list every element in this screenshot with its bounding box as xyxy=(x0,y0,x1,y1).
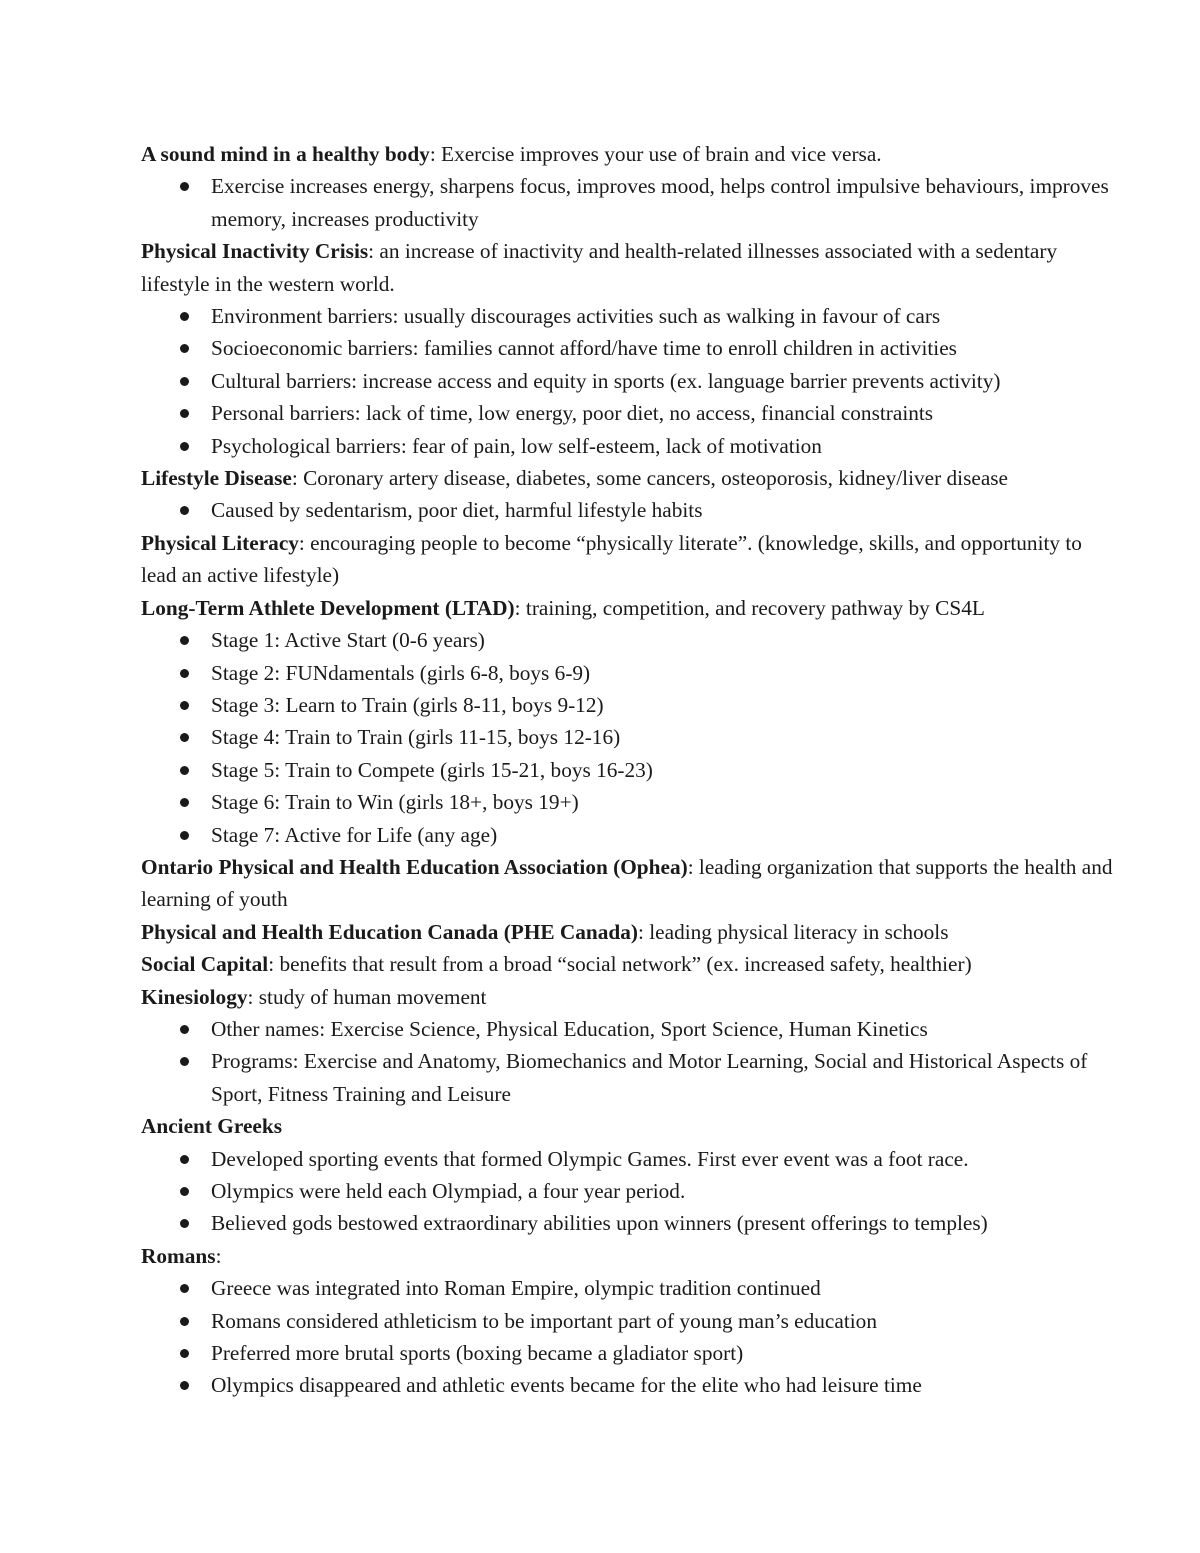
bullet-icon xyxy=(180,1025,189,1034)
definition-text: : benefits that result from a broad “social network” (ex. increased safety, healthier) xyxy=(268,952,972,977)
list-item-text: Developed sporting events that formed Olympic Games. First ever event was a foot race. xyxy=(211,1146,969,1171)
definition-term: Kinesiology xyxy=(141,984,248,1009)
list-item xyxy=(211,1045,1120,1110)
bullet-icon xyxy=(180,1057,189,1066)
definition-paragraph xyxy=(141,235,1120,300)
definition-text: : Coronary artery disease, diabetes, some cancers, osteoporosis, kidney/liver disease xyxy=(291,466,1009,491)
list-item-text: Olympics were held each Olympiad, a four year period. xyxy=(211,1179,686,1203)
definition-paragraph xyxy=(141,981,1120,1013)
list-item-text: Exercise increases energy, sharpens focus, improves mood, helps control impulsive behaviours, improves memory, increases productivity xyxy=(211,174,1109,231)
list-item xyxy=(211,397,1120,429)
list-item xyxy=(211,754,1120,786)
list-item xyxy=(211,1207,1120,1239)
definition-text: : leading physical literacy in schools xyxy=(638,919,949,944)
list-item xyxy=(211,365,1120,397)
bullet-icon xyxy=(180,1317,189,1326)
bullet-list xyxy=(141,1272,1120,1402)
list-item-text: Greece was integrated into Roman Empire, olympic tradition continued xyxy=(211,1276,821,1301)
definition-term: Long-Term Athlete Development (LTAD) xyxy=(141,595,515,620)
list-item xyxy=(211,1337,1120,1369)
list-item-text: Stage 2: FUNdamentals (girls 6-8, boys 6-9) xyxy=(211,660,591,685)
list-item xyxy=(211,1013,1120,1045)
definition-paragraph xyxy=(141,1240,1120,1272)
list-item xyxy=(211,689,1120,721)
definition-text: : an increase of inactivity and health-related illnesses associated with a sedentary lifestyle in the western world. xyxy=(141,239,1058,296)
definition-paragraph xyxy=(141,138,1120,170)
list-item-text: Psychological barriers: fear of pain, low self-esteem, lack of motivation xyxy=(211,433,822,458)
bullet-icon xyxy=(180,669,189,678)
bullet-icon xyxy=(180,344,189,353)
bullet-list xyxy=(141,300,1120,462)
bullet-list xyxy=(141,1143,1120,1240)
list-item xyxy=(211,1143,1120,1175)
bullet-icon xyxy=(180,733,189,742)
list-item-text: Stage 6: Train to Win (girls 18+, boys 19+) xyxy=(211,790,579,815)
notes-body xyxy=(141,138,1120,1402)
list-item xyxy=(211,332,1120,364)
list-item xyxy=(211,170,1120,235)
definition-text: : training, competition, and recovery pathway by CS4L xyxy=(514,595,985,620)
bullet-icon xyxy=(180,1284,189,1293)
definition-term: Lifestyle Disease xyxy=(141,466,292,491)
bullet-icon xyxy=(180,1349,189,1358)
definition-paragraph xyxy=(141,462,1120,494)
list-item-text: Believed gods bestowed extraordinary abilities upon winners (present offerings to temples) xyxy=(211,1211,988,1236)
list-item-text: Stage 3: Learn to Train (girls 8-11, boys 9-12) xyxy=(211,692,604,717)
bullet-icon xyxy=(180,766,189,775)
definition-text: : Exercise improves your use of brain and vice versa. xyxy=(429,142,882,166)
definition-text: : study of human movement xyxy=(247,984,487,1009)
list-item xyxy=(211,657,1120,689)
definition-paragraph xyxy=(141,916,1120,948)
list-item-text: Cultural barriers: increase access and equity in sports (ex. language barrier prevents activity) xyxy=(211,368,1001,393)
list-item xyxy=(211,300,1120,332)
bullet-icon xyxy=(180,442,189,451)
list-item xyxy=(211,819,1120,851)
definition-term: Ontario Physical and Health Education Association (Ophea) xyxy=(141,854,688,879)
bullet-list xyxy=(141,624,1120,851)
bullet-icon xyxy=(180,1219,189,1228)
definition-paragraph xyxy=(141,527,1120,592)
definition-text: : xyxy=(215,1243,222,1268)
bullet-list xyxy=(141,494,1120,526)
definition-term: Social Capital xyxy=(141,952,269,977)
list-item xyxy=(211,430,1120,462)
list-item-text: Socioeconomic barriers: families cannot afford/have time to enroll children in activities xyxy=(211,336,957,361)
definition-term: Physical Literacy xyxy=(141,530,299,555)
definition-term: Romans xyxy=(141,1243,216,1268)
bullet-icon xyxy=(180,409,189,418)
list-item-text: Caused by sedentarism, poor diet, harmful lifestyle habits xyxy=(211,498,703,523)
definition-term: Physical Inactivity Crisis xyxy=(141,239,369,264)
list-item xyxy=(211,1305,1120,1337)
bullet-icon xyxy=(180,798,189,807)
bullet-list xyxy=(141,170,1120,235)
bullet-icon xyxy=(180,506,189,515)
bullet-icon xyxy=(180,182,189,191)
bullet-icon xyxy=(180,312,189,321)
definition-term: Ancient Greeks xyxy=(141,1114,282,1139)
bullet-icon xyxy=(180,1155,189,1164)
list-item xyxy=(211,721,1120,753)
bullet-icon xyxy=(180,831,189,840)
list-item xyxy=(211,624,1120,656)
list-item xyxy=(211,1272,1120,1304)
definition-paragraph xyxy=(141,592,1120,624)
list-item-text: Preferred more brutal sports (boxing became a gladiator sport) xyxy=(211,1341,744,1366)
list-item xyxy=(211,494,1120,526)
list-item-text: Other names: Exercise Science, Physical Education, Sport Science, Human Kinetics xyxy=(211,1016,928,1041)
list-item-text: Environment barriers: usually discourages activities such as walking in favour of cars xyxy=(211,304,941,329)
bullet-icon xyxy=(180,636,189,645)
list-item xyxy=(211,1175,1120,1207)
list-item xyxy=(211,786,1120,818)
definition-paragraph xyxy=(141,851,1120,916)
definition-term: Physical and Health Education Canada (PHE Canada) xyxy=(141,919,639,944)
bullet-icon xyxy=(180,701,189,710)
list-item-text: Olympics disappeared and athletic events became for the elite who had leisure time xyxy=(211,1373,922,1398)
definition-text: : leading organization that supports the health and learning of youth xyxy=(141,854,1113,912)
definition-paragraph xyxy=(141,948,1120,980)
list-item-text: Personal barriers: lack of time, low energy, poor diet, no access, financial constraints xyxy=(211,401,934,426)
bullet-icon xyxy=(180,1381,189,1390)
bullet-list xyxy=(141,1013,1120,1110)
list-item-text: Stage 1: Active Start (0-6 years) xyxy=(211,628,485,653)
list-item-text: Programs: Exercise and Anatomy, Biomechanics and Motor Learning, Social and Historical Aspects of Sport, Fitness Training and Leisure xyxy=(211,1049,1088,1106)
bullet-icon xyxy=(180,1187,189,1196)
bullet-icon xyxy=(180,377,189,386)
definition-paragraph xyxy=(141,1110,1120,1142)
list-item-text: Stage 4: Train to Train (girls 11-15, boys 12-16) xyxy=(211,725,621,750)
list-item-text: Stage 7: Active for Life (any age) xyxy=(211,822,498,847)
list-item xyxy=(211,1369,1120,1401)
list-item-text: Romans considered athleticism to be important part of young man’s education xyxy=(211,1308,877,1333)
definition-term: A sound mind in a healthy body xyxy=(141,142,430,166)
definition-text: : encouraging people to become “physically literate”. (knowledge, skills, and opportunity to lead an active lifestyle) xyxy=(141,530,1082,588)
list-item-text: Stage 5: Train to Compete (girls 15-21, boys 16-23) xyxy=(211,757,653,782)
